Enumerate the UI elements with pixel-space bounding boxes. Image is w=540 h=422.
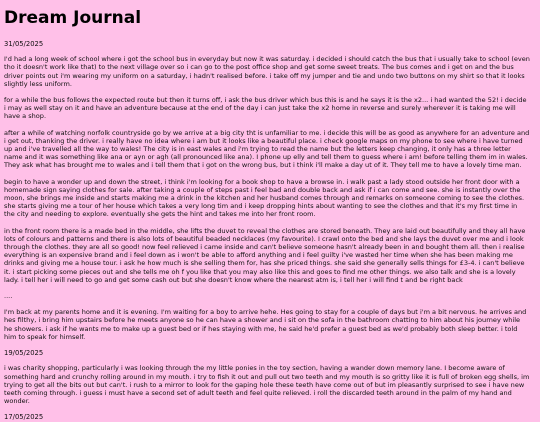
entry-paragraph: for a while the bus follows the expected route but then it turns off, i ask the bus driver which bus this is and he says it is the x2... i had wanted the 52! i decide i may as well stay on it and have an adventure because at the end of the day i can just take the x2 home in reverse and surely wherever it is taking me will have a shop. — [4, 96, 527, 121]
entry-paragraph: i was charity shopping, particularly i was looking through the my little ponies in the toy section, having a wander down memory lane. I become aware of something hard and crunchy rolling around in my mouth. i try to fish it out and pull out two teeth and my mouth is so gritty like it is full of broken egg shells, im trying to get all the bits out but can't. i rush to a mirror to look for the gaping hole these teeth have come out of but im pleasantly surprised to see i have new teeth coming through. i guess i must have a second set of adult teeth and feel quite relieved. i roll the discarded teeth around in the palm of my hand and wonder. — [4, 364, 530, 406]
entry-paragraph: in the front room there is a made bed in the middle, she lifts the duvet to reveal the clothes are stored beneath. They are laid out beautifully and they all have lots of colours and patterns and there is also lots of beautiful beaded necklaces (my favourite). I crawl onto the bed and she lays the duvet over me and i look through the clothes. they are all so good! now feel relieved i came inside and can't believe someone hasn't already been in and bought them all. then i realise everything is an expensive brand and i feel down as i won't be able to afford anything and i feel guilty i've wasted her time when she has been making me drinks and giving me a house tour. i ask he how much is she selling them for, has she priced things. she said she generally sells things for £3-4. i can't believe it. i start picking some pieces out and she tells me oh f you like that you may also like this and goes to find me other things. we also talk and she is a lovely lady. i tell her i will need to go and get some cash out but she doesn't know where the nearest atm is, i tell her i will find t and be right back — [4, 226, 526, 284]
entry-date: 31/05/2025 — [4, 40, 44, 48]
journal-entry — [4, 349, 530, 405]
entry-paragraph: I'd had a long week of school where i got the school bus in everyday but now it was saturday. i decided i should catch the bus that i usually take to school (even tho it doesn't work like that) to the next village over so i can go to the post office shop and get some sweet treats. The bus comes and i get on and the bus driver points out i'm wearing my uniform on a saturday, i hadn't realised before. i take off my jumper and tie and undo two buttons on my shirt so that it looks slightly less uniform. — [4, 55, 530, 88]
entry-date: 19/05/2025 — [4, 349, 44, 358]
entry-paragraph: begin to have a wonder up and down the street, i think i'm looking for a book shop to have a browse in. i walk past a lady stood outside her front door with a homemade sign saying clothes for sale. after taking a couple of steps past i feel bad and double back and ask if i can come and see. she is instantly over the moon, she brings me inside and starts making me a drink in the kitchen and her husband comes through and remarks on someone coming to see the clothes. she starts giving me a tour of her house which takes a very long tim and i keep dropping hints about wanting to see the clothes and that it's my first time in the city and needing to explore. eventually she gets the hint and takes me into her front room. — [4, 177, 525, 219]
page-title: Dream Journal — [4, 8, 142, 28]
entry-date: 17/05/2025 — [4, 413, 44, 422]
entry-separator: .... — [4, 292, 13, 301]
entry-paragraph: after a while of watching norfolk countryside go by we arrive at a big city tht is unfamiliar to me. i decide this will be as good as anywhere for an adventure and i get out, thanking the driver. i really have no idea where i am but it looks like a beautiful place. i check google maps on my phone to see where i have turned up and i've travelled all the way to wales! The city is in east wales and i'm trying to read the name but the letters keep changing, it only has a three letter name and it was something like ana or ayn or agh (all pronounced like ana). I phone up elly and tell them to guess where i am! before telling them im in wales. They ask what has brought me to wales and i tell them that i got on the wrong bus, but i think i'll make a day ut of it. They tell me to have a lovely time man. — [4, 128, 530, 170]
journal-entry — [4, 40, 530, 341]
journal-entry — [4, 413, 530, 421]
entry-paragraph: I'm back at my parents home and it is evening. I'm waiting for a boy to arrive hehe. Hes going to stay for a couple of days but i'm a bit nervous. he arrives and hes filthy, i bring him upstairs before he meets anyone so he can have a shower and i sit on the sofa in the bathroom chatting to him about his journey while he showers. i ask if he wants me to make up a guest bed or if hes staying with me, he said he'd prefer a guest bed as we'd probably both sleep better. i told him to speak for himself. — [4, 308, 527, 341]
